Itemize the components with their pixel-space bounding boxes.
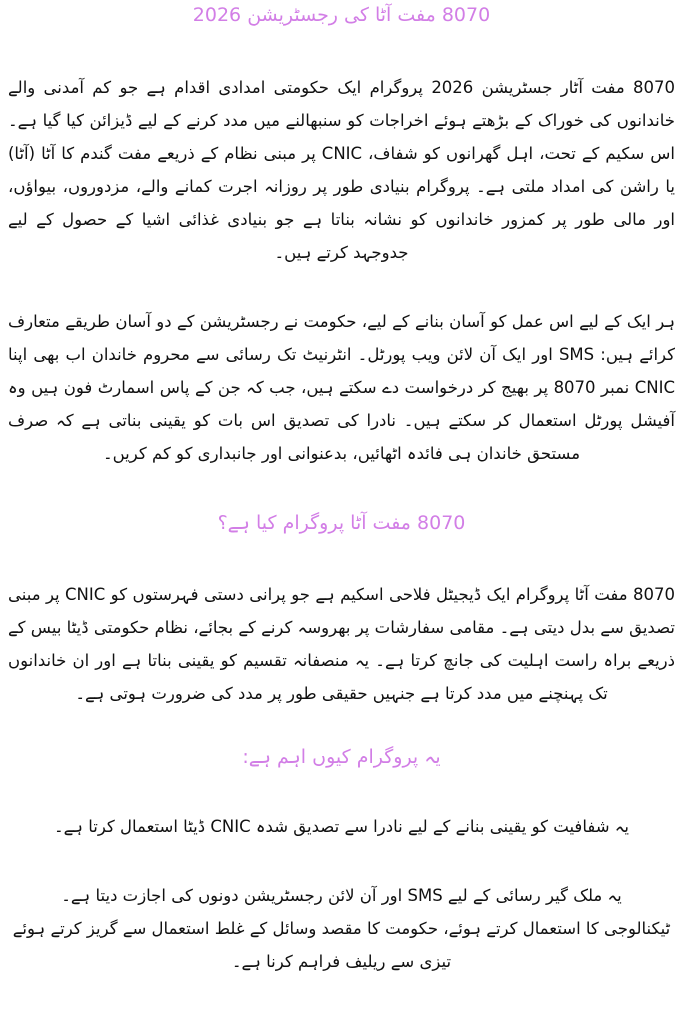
spacer	[8, 538, 675, 578]
spacer	[8, 843, 675, 879]
why-point: ٹیکنالوجی کا استعمال کرتے ہوئے، حکومت کا مقصد وسائل کے غلط استعمال سے گریز کرتے ہوئے تیزی سے ریلیف فراہم کرنا ہے۔	[12, 919, 671, 971]
page-title: 8070 مفت آٹا کی رجسٹریشن 2026	[192, 4, 491, 26]
section-what-paragraph: 8070 مفت آٹا پروگرام ایک ڈیجیٹل فلاحی اسکیم ہے جو پرانی دستی فہرستوں کو CNIC پر مبنی تصدیق سے بدل دیتی ہے۔ مقامی سفارشات پر بھروسہ کرنے کے بجائے، نظام حکومتی ڈیٹا بیس کے ذریعے براہ راست اہلیت کی جانچ کرتا ہے۔ یہ منصفانہ تقسیم کو یقینی بناتا ہے اور ان خاندانوں تک پہنچنے میں مدد کرتا ہے جنہیں حقیقی طور پر مدد کی ضرورت ہوتی ہے۔	[8, 585, 675, 703]
spacer	[8, 470, 675, 508]
section-heading-what: 8070 مفت آٹا پروگرام کیا ہے؟	[217, 512, 466, 534]
spacer	[8, 269, 675, 305]
intro-paragraph-1: 8070 مفت آٹار جسٹریشن 2026 پروگرام ایک حکومتی امدادی اقدام ہے جو کم آمدنی والے خاندانوں کی خوراک کے بڑھتے ہوئے اخراجات کو سنبھالنے میں مدد کرنے کے لیے ڈیزائن کیا گیا ہے۔ اس سکیم کے تحت، اہل گھرانوں کو شفاف، CNIC پر مبنی نظام کے ذریعے مفت گندم کا آٹا (آٹا) یا راشن کی امداد ملتی ہے۔ پروگرام بنیادی طور پر روزانہ اجرت کمانے والے، مزدوروں، بیواؤں، اور مالی طور پر کمزور خاندانوں کو نشانہ بناتا ہے جو بنیادی غذائی اشیا کے حصول کے لیے جدوجہد کرتے ہیں۔	[8, 78, 676, 262]
why-point: یہ شفافیت کو یقینی بنانے کے لیے نادرا سے تصدیق شدہ CNIC ڈیٹا استعمال کرتا ہے۔	[53, 817, 630, 836]
why-point: یہ ملک گیر رسائی کے لیے SMS اور آن لائن رجسٹریشن دونوں کی اجازت دیتا ہے۔	[61, 886, 622, 905]
spacer	[8, 710, 675, 742]
spacer	[8, 32, 675, 71]
spacer	[8, 772, 675, 810]
intro-paragraph-2: ہر ایک کے لیے اس عمل کو آسان بنانے کے لیے، حکومت نے رجسٹریشن کے دو آسان طریقے متعارف کرائے ہیں: SMS اور ایک آن لائن ویب پورٹل۔ انٹرنیٹ تک رسائی سے محروم خاندان اب بھی اپنا CNIC نمبر 8070 پر بھیج کر درخواست دے سکتے ہیں، جب کہ جن کے پاس اسمارٹ فون ہیں وہ آفیشل پورٹل استعمال کر سکتے ہیں۔ نادرا کی تصدیق اس بات کو یقینی بناتی ہے کہ صرف مستحق خاندان ہی فائدہ اٹھائیں، بدعنوانی اور جانبداری کو کم کریں۔	[8, 312, 676, 463]
section-heading-why: یہ پروگرام کیوں اہم ہے:	[242, 746, 441, 768]
